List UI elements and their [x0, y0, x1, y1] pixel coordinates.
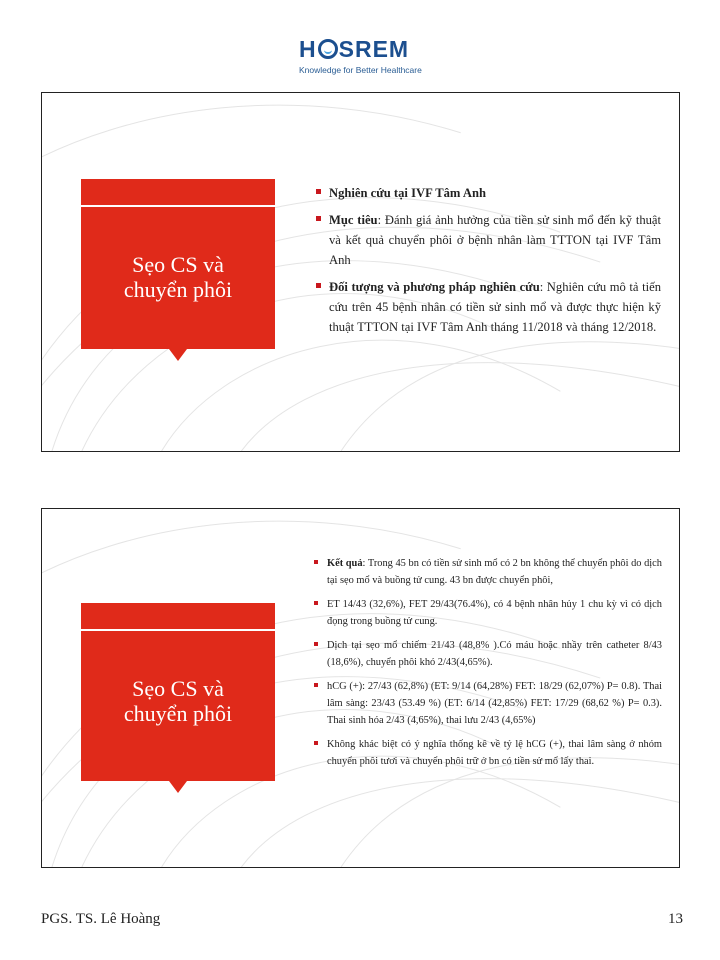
slide-1-title: Sẹo CS và chuyển phôi [123, 252, 233, 302]
list-item: Mục tiêu: Đánh giá ảnh hưởng của tiền sử sinh mổ đến kỹ thuật và kết quả chuyển phôi ở bệnh nhân làm TTTON tại IVF Tâm Anh [316, 210, 661, 270]
title-box-band [81, 179, 275, 207]
page-number: 13 [668, 911, 683, 927]
logo-globe-icon [318, 39, 338, 59]
slide-1-bullet-list [316, 183, 661, 344]
slide-1-title-box [81, 179, 275, 349]
footer-author: PGS. TS. Lê Hoàng [41, 911, 161, 927]
title-box-band [81, 603, 275, 631]
list-item: Dịch tại sẹo mổ chiếm 21/43 (48,8% ).Có máu hoặc nhầy trên catheter 8/43 (18,6%), chuyển phôi khó 2/43(4,65%). [314, 637, 662, 671]
title-box-pointer [169, 781, 187, 793]
list-item: ET 14/43 (32,6%), FET 29/43(76.4%), có 4 bệnh nhân hủy 1 chu kỳ vì có dịch đọng trong buồng tử cung. [314, 596, 662, 630]
logo-wordmark: H SREM [299, 36, 410, 62]
hosrem-logo [292, 36, 432, 80]
slide-2-title: Sẹo CS và chuyển phôi [123, 676, 233, 726]
list-item: Nghiên cứu tại IVF Tâm Anh [316, 183, 661, 203]
title-box-pointer [169, 349, 187, 361]
list-item: hCG (+): 27/43 (62,8%) (ET: 9/14 (64,28%) FET: 18/29 (62,07%) P= 0.8). Thai lâm sàng: 23/43 (53.49 %) (ET: 6/14 (42,85%) FET: 17/29 (68,62 %) P= 0.3). Thai sinh hóa 2/43 (4,65%), thai lưu 2/43 (4,65%) [314, 678, 662, 729]
list-item: Đối tượng và phương pháp nghiên cứu: Nghiên cứu mô tả tiến cứu trên 45 bệnh nhân có tiền sử sinh mổ và được thực hiện kỹ thuật TTTON tại IVF Tâm Anh tháng 11/2018 và tháng 12/2018. [316, 277, 661, 337]
list-item: Kết quả: Trong 45 bn có tiền sử sinh mổ có 2 bn không thể chuyển phôi do dịch tại sẹo mổ và buồng tử cung. 43 bn được chuyển phôi, [314, 555, 662, 589]
slide-2-bullet-list [314, 555, 662, 777]
logo-tagline: Knowledge for Better Healthcare [299, 65, 422, 75]
list-item: Không khác biệt có ý nghĩa thống kê về tỷ lệ hCG (+), thai lâm sàng ở nhóm chuyển phôi tươi và chuyển phôi trữ ở bn có tiền sử mổ lấy thai. [314, 736, 662, 770]
slide-2 [41, 508, 680, 868]
slide-1 [41, 92, 680, 452]
slide-2-title-box [81, 603, 275, 781]
